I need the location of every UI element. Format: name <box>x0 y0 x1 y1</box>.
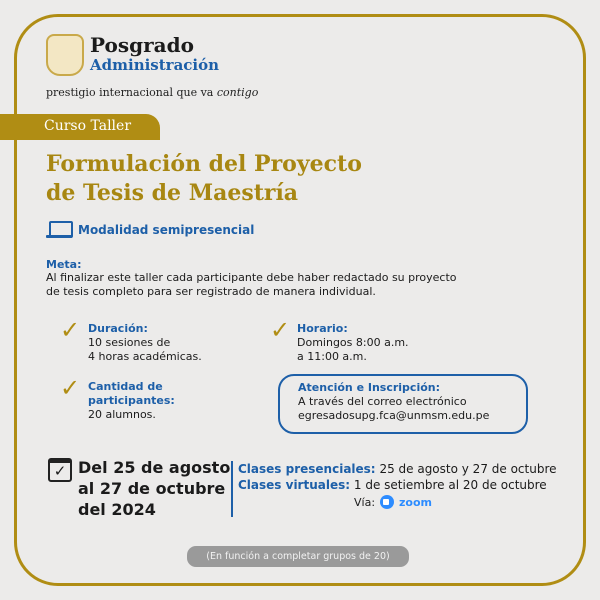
tagline-script: contigo <box>216 86 259 99</box>
meta-line: de tesis completo para ser registrado de manera individual. <box>46 285 376 298</box>
zoom-camera-icon <box>380 495 394 509</box>
divider <box>231 461 233 517</box>
meta-line: Al finalizar este taller cada participante debe haber redactado su proyecto <box>46 271 457 284</box>
presencial-row <box>238 461 557 477</box>
brand-unit: Administración <box>90 56 220 74</box>
presencial-label: Clases presenciales: <box>238 462 376 476</box>
group-note: (En función a completar grupos de 20) <box>187 546 409 567</box>
contact-label: Atención e Inscripción: <box>298 381 441 394</box>
platform-row <box>354 495 432 509</box>
modality <box>46 221 254 239</box>
duration-info <box>88 322 202 364</box>
duration-label: Duración: <box>88 322 148 335</box>
title-line: Formulación del Proyecto <box>46 151 362 177</box>
date-line: del 2024 <box>78 500 156 519</box>
via-label: Vía: <box>354 495 376 509</box>
class-schedule <box>238 461 557 493</box>
zoom-logo: zoom <box>399 495 433 509</box>
title-line: de Tesis de Maestría <box>46 180 299 206</box>
capacity-label: Cantidad de <box>88 380 163 393</box>
virtual-label: Clases virtuales: <box>238 478 351 492</box>
capacity-value: 20 alumnos. <box>88 408 156 421</box>
date-line: al 27 de octubre <box>78 479 226 498</box>
capacity-label: participantes: <box>88 394 175 407</box>
date-line: Del 25 de agosto <box>78 458 231 477</box>
check-icon: ✓ <box>60 316 81 344</box>
schedule-label: Horario: <box>297 322 348 335</box>
check-icon: ✓ <box>60 374 81 402</box>
contact-email[interactable]: egresadosupg.fca@unmsm.edu.pe <box>298 409 490 422</box>
course-title <box>46 150 362 208</box>
date-range <box>78 457 230 520</box>
contact-text: A través del correo electrónico <box>298 395 467 408</box>
duration-value: 10 sesiones de <box>88 336 171 349</box>
capacity-info <box>88 380 175 422</box>
presencial-value: 25 de agosto y 27 de octubre <box>379 462 557 476</box>
contact-box <box>278 374 528 434</box>
virtual-value: 1 de setiembre al 20 de octubre <box>353 478 547 492</box>
schedule-value: Domingos 8:00 a.m. <box>297 336 409 349</box>
tagline <box>46 86 258 99</box>
schedule-value: a 11:00 a.m. <box>297 350 367 363</box>
laptop-icon <box>46 221 72 239</box>
brand-name: Posgrado <box>90 33 194 57</box>
calendar-check-icon: ✓ <box>48 458 72 482</box>
schedule-info <box>297 322 409 364</box>
meta-text <box>46 271 546 299</box>
meta-label: Meta: <box>46 258 82 271</box>
tagline-text: prestigio internacional que va <box>46 86 214 99</box>
modality-text: Modalidad semipresencial <box>78 223 255 237</box>
check-icon: ✓ <box>270 316 291 344</box>
university-crest-icon <box>46 34 84 76</box>
virtual-row <box>238 477 557 493</box>
course-type-ribbon: Curso Taller <box>0 114 160 140</box>
duration-value: 4 horas académicas. <box>88 350 202 363</box>
